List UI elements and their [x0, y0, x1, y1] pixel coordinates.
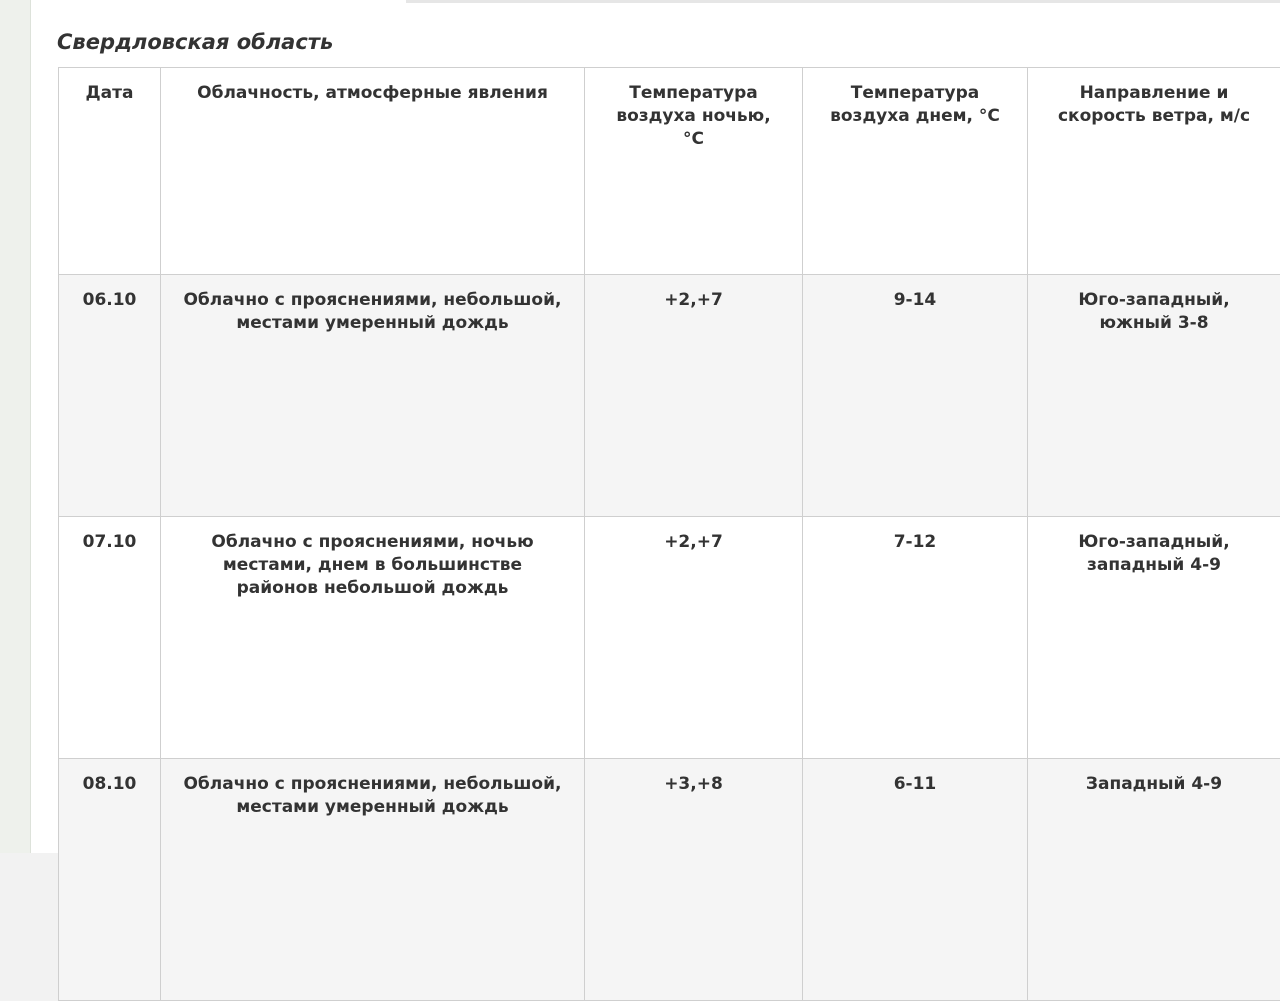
cell-temp-night: +2,+7 — [585, 517, 803, 759]
header-wind: Направление и скорость ветра, м/с — [1028, 68, 1280, 275]
cell-date: 07.10 — [59, 517, 161, 759]
cell-temp-day: 6-11 — [803, 759, 1028, 1001]
header-temp-night: Температура воздуха ночью, °C — [585, 68, 803, 275]
table-header-row — [59, 68, 1280, 275]
cell-wind: Западный 4-9 — [1028, 759, 1280, 1001]
table-row — [59, 275, 1280, 517]
cell-temp-day: 9-14 — [803, 275, 1028, 517]
header-date: Дата — [59, 68, 161, 275]
cell-wind: Юго-западный, западный 4-9 — [1028, 517, 1280, 759]
table-row — [59, 759, 1280, 1001]
table-row — [59, 517, 1280, 759]
header-cloudiness: Облачность, атмосферные явления — [161, 68, 585, 275]
cell-wind: Юго-западный, южный 3-8 — [1028, 275, 1280, 517]
region-title: Свердловская область — [57, 30, 333, 54]
cell-temp-night: +2,+7 — [585, 275, 803, 517]
cell-cloudiness: Облачно с прояснениями, небольшой, местами умеренный дождь — [161, 275, 585, 517]
left-sidebar-strip — [0, 0, 31, 853]
header-temp-day: Температура воздуха днем, °C — [803, 68, 1028, 275]
top-divider-bar — [406, 0, 1280, 3]
cell-date: 08.10 — [59, 759, 161, 1001]
cell-cloudiness: Облачно с прояснениями, небольшой, местами умеренный дождь — [161, 759, 585, 1001]
content-area — [31, 0, 1280, 853]
cell-date: 06.10 — [59, 275, 161, 517]
cell-temp-day: 7-12 — [803, 517, 1028, 759]
cell-cloudiness: Облачно с прояснениями, ночью местами, днем в большинстве районов небольшой дождь — [161, 517, 585, 759]
forecast-table — [58, 67, 1280, 1001]
cell-temp-night: +3,+8 — [585, 759, 803, 1001]
